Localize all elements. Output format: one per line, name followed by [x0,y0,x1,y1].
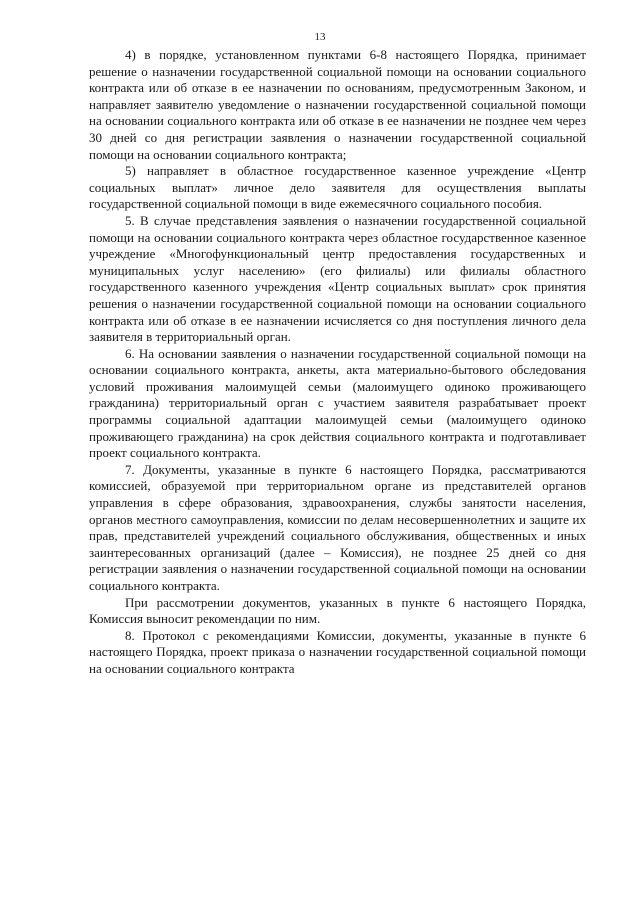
paragraph-point-5: 5. В случае представления заявления о назначении государственной социальной помощи на основании социального контракта через областное государственное казенное учреждение «Многофункциональный центр предоставления государственных и муниципальных услуг населению» (его филиалы) или филиалы областного государственного казенного учреждения «Центр социальных выплат» срок принятия решения о назначении государственной социальной помощи на основании социального контракта или об отказе в ее назначении исчисляется со дня поступления личного дела заявителя в территориальный орган. [89,212,586,345]
paragraph-item-5: 5) направляет в областное государственное казенное учреждение «Центр социальных выплат» личное дело заявителя для осуществления выплаты государственной социальной помощи в виде ежемесячного социального пособия. [89,163,586,212]
paragraph-point-8: 8. Протокол с рекомендациями Комиссии, документы, указанные в пункте 6 настоящего Порядка, проект приказа о назначении государственной социальной помощи на основании социального контракта [89,627,586,676]
page-number: 13 [314,31,326,43]
paragraph-point-6: 6. На основании заявления о назначении государственной социальной помощи на основании социального контракта, анкеты, акта материально-бытового обследования условий проживания малоимущей семьи (малоимущего одиноко проживающего гражданина) территориальный орган с участием заявителя разрабатывает проект программы социальной адаптации малоимущей семьи (малоимущего одиноко проживающего гражданина) на срок действия социального контракта и подготавливает проект социального контракта. [89,345,586,461]
paragraph-point-7: 7. Документы, указанные в пункте 6 настоящего Порядка, рассматриваются комиссией, образуемой при территориальном органе из представителей органов управления в сфере образования, здравоохранения, службы занятости населения, органов местного самоуправления, комиссии по делам несовершеннолетних и защите их прав, представителей учреждений социального обслуживания, общественных и иных заинтересованных организаций (далее – Комиссия), не позднее 25 дней со дня регистрации заявления о назначении государственной социальной помощи на основании социального контракта. [89,461,586,593]
paragraph-item-4: 4) в порядке, установленном пунктами 6-8 настоящего Порядка, принимает решение о назначении государственной социальной помощи на основании социального контракта или об отказе в ее назначении по основаниям, предусмотренным Законом, и направляет заявителю уведомление о назначении государственной социальной помощи на основании социального контракта или об отказе в ее назначении не позднее чем через 30 дней со дня регистрации заявления о назначении государственной социальной помощи на основании социального контракта; [89,47,586,162]
document-body [89,47,586,678]
paragraph-point-7-continuation: При рассмотрении документов, указанных в пункте 6 настоящего Порядка, Комиссия выносит рекомендации по ним. [89,594,586,627]
